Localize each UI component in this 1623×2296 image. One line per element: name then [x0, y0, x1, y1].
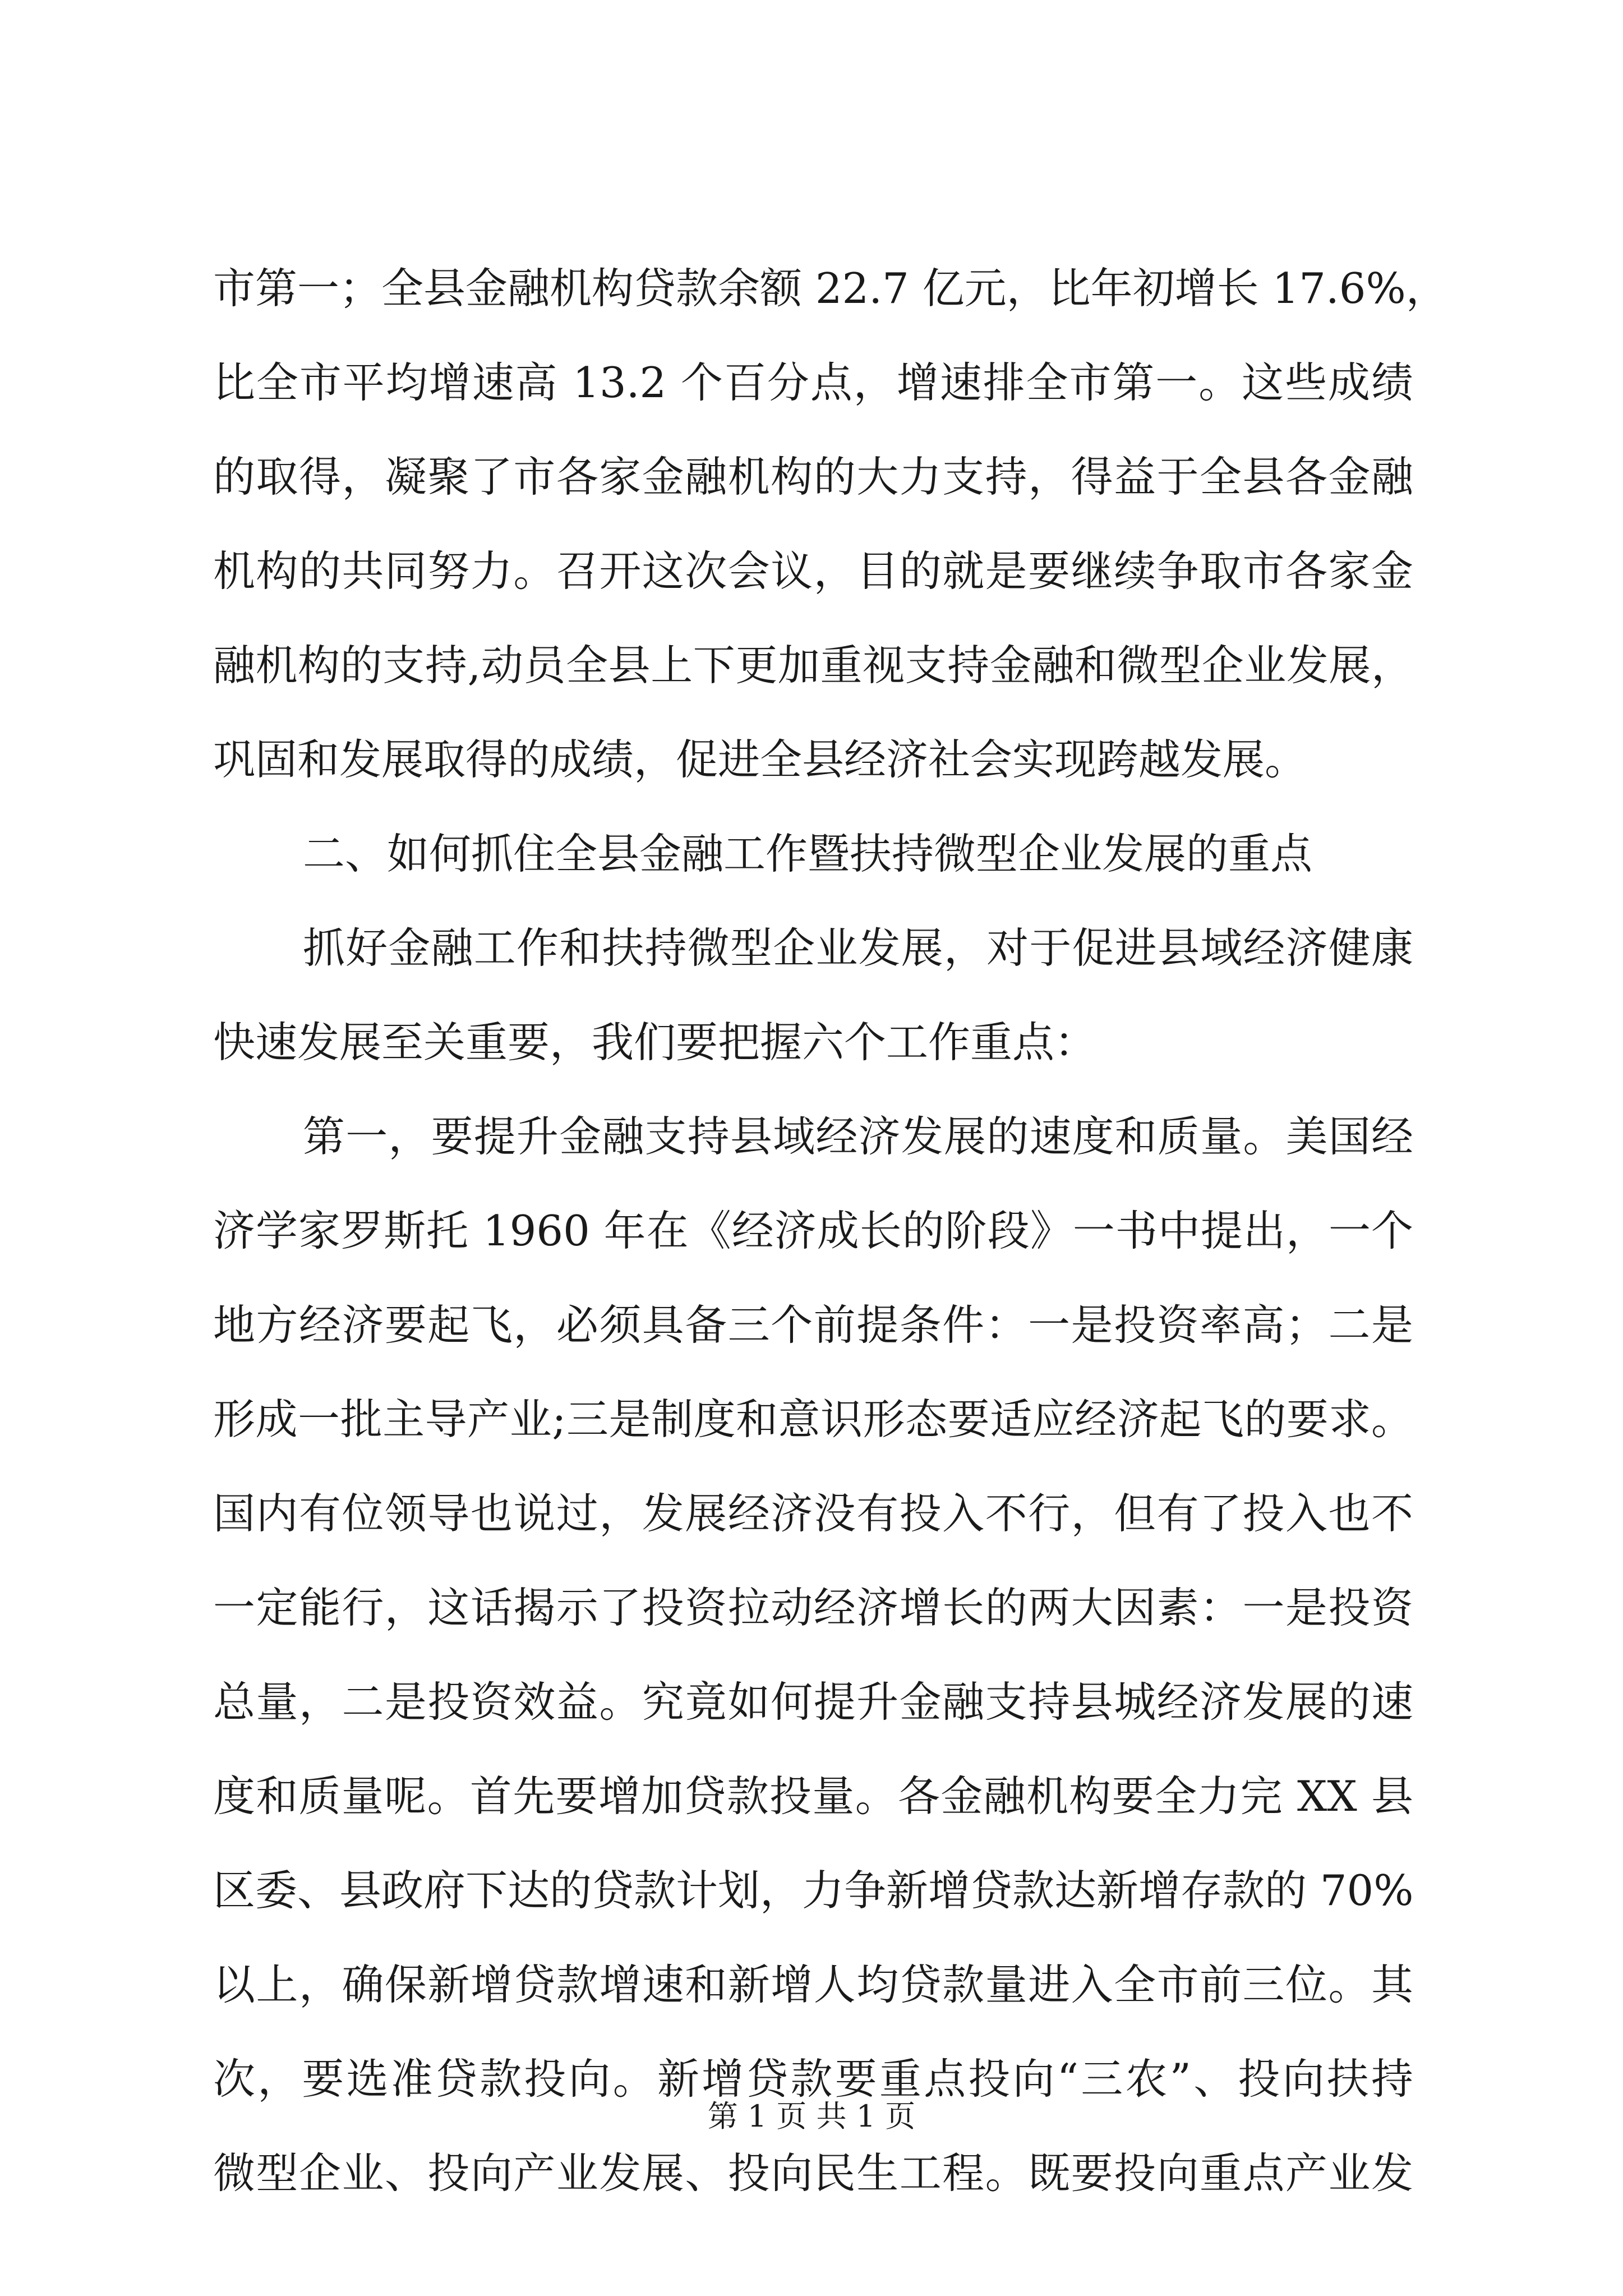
text-line: 微型企业、投向产业发展、投向民生工程。既要投向重点产业发: [213, 2148, 1413, 2198]
text-line: 济学家罗斯托 1960 年在《经济成长的阶段》一书中提出，一个: [213, 1206, 1413, 1255]
text-line: 巩固和发展取得的成绩，促进全县经济社会实现跨越发展。: [213, 735, 1307, 784]
text-line: 度和质量呢。首先要增加贷款投量。各金融机构要全力完 XX 县: [213, 1772, 1413, 1821]
section-heading: 二、如何抓住全县金融工作暨扶持微型企业发展的重点: [303, 829, 1313, 878]
text-line: 快速发展至关重要，我们要把握六个工作重点：: [213, 1018, 1097, 1067]
text-line: 次，要选准贷款投向。新增贷款要重点投向“三农”、投向扶持: [213, 2054, 1413, 2104]
document-body: [213, 241, 1448, 2220]
text-line: 国内有位领导也说过，发展经济没有投入不行，但有了投入也不: [213, 1489, 1413, 1538]
text-line: 以上，确保新增贷款增速和新增人均贷款量进入全市前三位。其: [213, 1960, 1413, 2009]
text-line: 的取得，凝聚了市各家金融机构的大力支持，得益于全县各金融: [213, 452, 1413, 501]
text-line: 区委、县政府下达的贷款计划，力争新增贷款达新增存款的 70%: [213, 1866, 1414, 1915]
text-line: 第一，要提升金融支持县域经济发展的速度和质量。美国经: [303, 1112, 1413, 1161]
text-line: 形成一批主导产业;三是制度和意识形态要适应经济起飞的要求。: [213, 1395, 1413, 1444]
text-line: 融机构的支持,动员全县上下更加重视支持金融和微型企业发展，: [213, 641, 1413, 690]
text-line: 抓好金融工作和扶持微型企业发展，对于促进县域经济健康: [303, 923, 1413, 973]
text-line: 总量，二是投资效益。究竟如何提升金融支持县城经济发展的速: [213, 1677, 1413, 1727]
text-line: 比全市平均增速高 13.2 个百分点，增速排全市第一。这些成绩: [213, 358, 1413, 407]
page-footer: [0, 2092, 1623, 2136]
text-line: 市第一；全县金融机构贷款余额 22.7 亿元，比年初增长 17.6%，: [213, 264, 1448, 313]
text-line: 地方经济要起飞，必须具备三个前提条件：一是投资率高；二是: [213, 1300, 1413, 1350]
page-number-label: 第 1 页 共 1 页: [707, 2099, 916, 2134]
text-line: 一定能行，这话揭示了投资拉动经济增长的两大因素：一是投资: [213, 1583, 1413, 1632]
text-line: 机构的共同努力。召开这次会议，目的就是要继续争取市各家金: [213, 546, 1413, 596]
